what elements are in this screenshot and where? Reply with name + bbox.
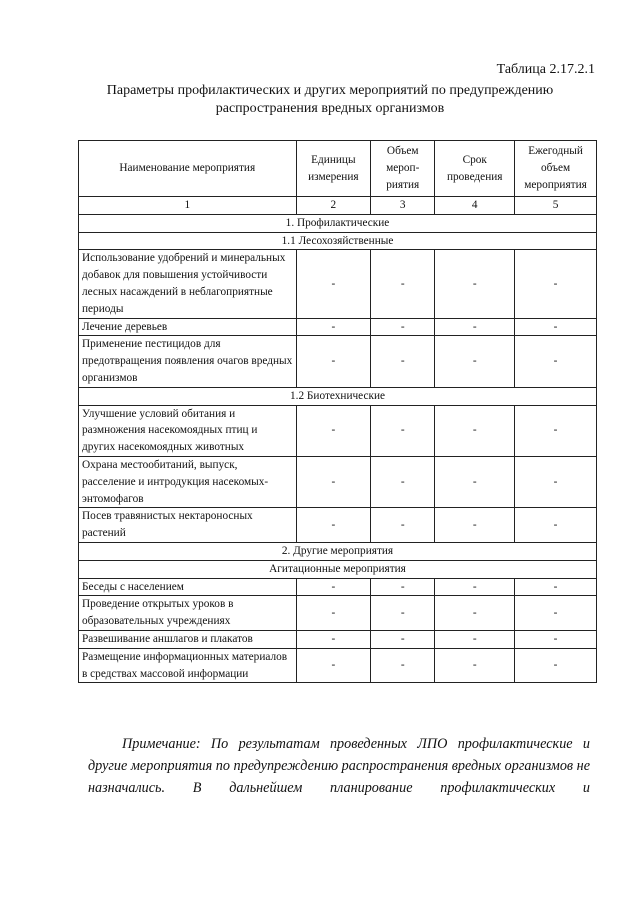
cell-annual: - — [515, 250, 597, 318]
cell-volume: - — [371, 648, 435, 683]
col-number: 3 — [371, 197, 435, 215]
col-number: 2 — [296, 197, 371, 215]
measure-name: Посев травянистых нектароносных растений — [79, 508, 297, 543]
measure-name: Использование удобрений и минеральных добавок для повышения устойчивости лесных насаждений в неблагоприятные периоды — [79, 250, 297, 318]
cell-annual: - — [515, 405, 597, 456]
cell-term: - — [435, 596, 515, 631]
cell-unit: - — [296, 250, 371, 318]
measure-name: Улучшение условий обитания и размножения насекомоядных птиц и других насекомоядных животных — [79, 405, 297, 456]
cell-unit: - — [296, 405, 371, 456]
table-row — [79, 596, 597, 631]
table-row — [79, 405, 597, 456]
cell-term: - — [435, 508, 515, 543]
cell-term: - — [435, 405, 515, 456]
table-row — [79, 250, 597, 318]
section-row — [79, 560, 597, 578]
section-title: 1.2 Биотехнические — [79, 387, 597, 405]
section-title: 1.1 Лесохозяйственные — [79, 232, 597, 250]
header-name: Наименование мероприятия — [79, 141, 297, 197]
cell-term: - — [435, 250, 515, 318]
measure-name: Применение пестицидов для предотвращения появления очагов вредных организмов — [79, 336, 297, 387]
cell-annual: - — [515, 630, 597, 648]
cell-annual: - — [515, 578, 597, 596]
section-title: 1. Профилактические — [79, 214, 597, 232]
cell-annual: - — [515, 456, 597, 507]
cell-volume: - — [371, 596, 435, 631]
cell-volume: - — [371, 630, 435, 648]
cell-term: - — [435, 648, 515, 683]
cell-term: - — [435, 318, 515, 336]
table-row — [79, 318, 597, 336]
col-number: 1 — [79, 197, 297, 215]
cell-term: - — [435, 336, 515, 387]
cell-unit: - — [296, 508, 371, 543]
table-row — [79, 578, 597, 596]
table-row — [79, 456, 597, 507]
table-note: Примечание: По результатам проведенных ЛПО профилактические и другие мероприятия по предупреждению распространения вредных организмов не назначались. В дальнейшем планирование профилактических и — [88, 736, 590, 796]
table-row — [79, 508, 597, 543]
cell-annual: - — [515, 596, 597, 631]
cell-volume: - — [371, 405, 435, 456]
cell-volume: - — [371, 318, 435, 336]
section-title: Агитационные мероприятия — [79, 560, 597, 578]
table-row — [79, 630, 597, 648]
section-row — [79, 542, 597, 560]
measure-name: Охрана местообитаний, выпуск, расселение и интродукция насекомых-энтомофагов — [79, 456, 297, 507]
cell-unit: - — [296, 578, 371, 596]
measure-name: Беседы с населением — [79, 578, 297, 596]
column-numbers-row — [79, 197, 597, 215]
table-number: Таблица 2.17.2.1 — [496, 62, 595, 77]
header-unit: Единицы измерения — [296, 141, 371, 197]
cell-term: - — [435, 456, 515, 507]
cell-unit: - — [296, 596, 371, 631]
cell-volume: - — [371, 578, 435, 596]
cell-volume: - — [371, 508, 435, 543]
header-term: Срок проведения — [435, 141, 515, 197]
col-number: 5 — [515, 197, 597, 215]
table-row — [79, 336, 597, 387]
cell-unit: - — [296, 630, 371, 648]
cell-annual: - — [515, 336, 597, 387]
measure-name: Размещение информационных материалов в средствах массовой информации — [79, 648, 297, 683]
cell-term: - — [435, 578, 515, 596]
cell-volume: - — [371, 336, 435, 387]
measure-name: Проведение открытых уроков в образовательных учреждениях — [79, 596, 297, 631]
header-annual: Ежегодный объем мероприятия — [515, 141, 597, 197]
section-row — [79, 232, 597, 250]
cell-annual: - — [515, 508, 597, 543]
header-volume: Объем мероп-риятия — [371, 141, 435, 197]
cell-unit: - — [296, 648, 371, 683]
section-row — [79, 387, 597, 405]
section-row — [79, 214, 597, 232]
measure-name: Лечение деревьев — [79, 318, 297, 336]
col-number: 4 — [435, 197, 515, 215]
cell-unit: - — [296, 456, 371, 507]
table-title: Параметры профилактических и других мероприятий по предупреждению распространения вредных организмов — [106, 83, 554, 116]
measures-table — [78, 140, 597, 683]
cell-volume: - — [371, 456, 435, 507]
table-row — [79, 648, 597, 683]
cell-annual: - — [515, 318, 597, 336]
header-row — [79, 141, 597, 197]
cell-volume: - — [371, 250, 435, 318]
cell-term: - — [435, 630, 515, 648]
cell-annual: - — [515, 648, 597, 683]
cell-unit: - — [296, 336, 371, 387]
measure-name: Развешивание аншлагов и плакатов — [79, 630, 297, 648]
cell-unit: - — [296, 318, 371, 336]
section-title: 2. Другие мероприятия — [79, 542, 597, 560]
